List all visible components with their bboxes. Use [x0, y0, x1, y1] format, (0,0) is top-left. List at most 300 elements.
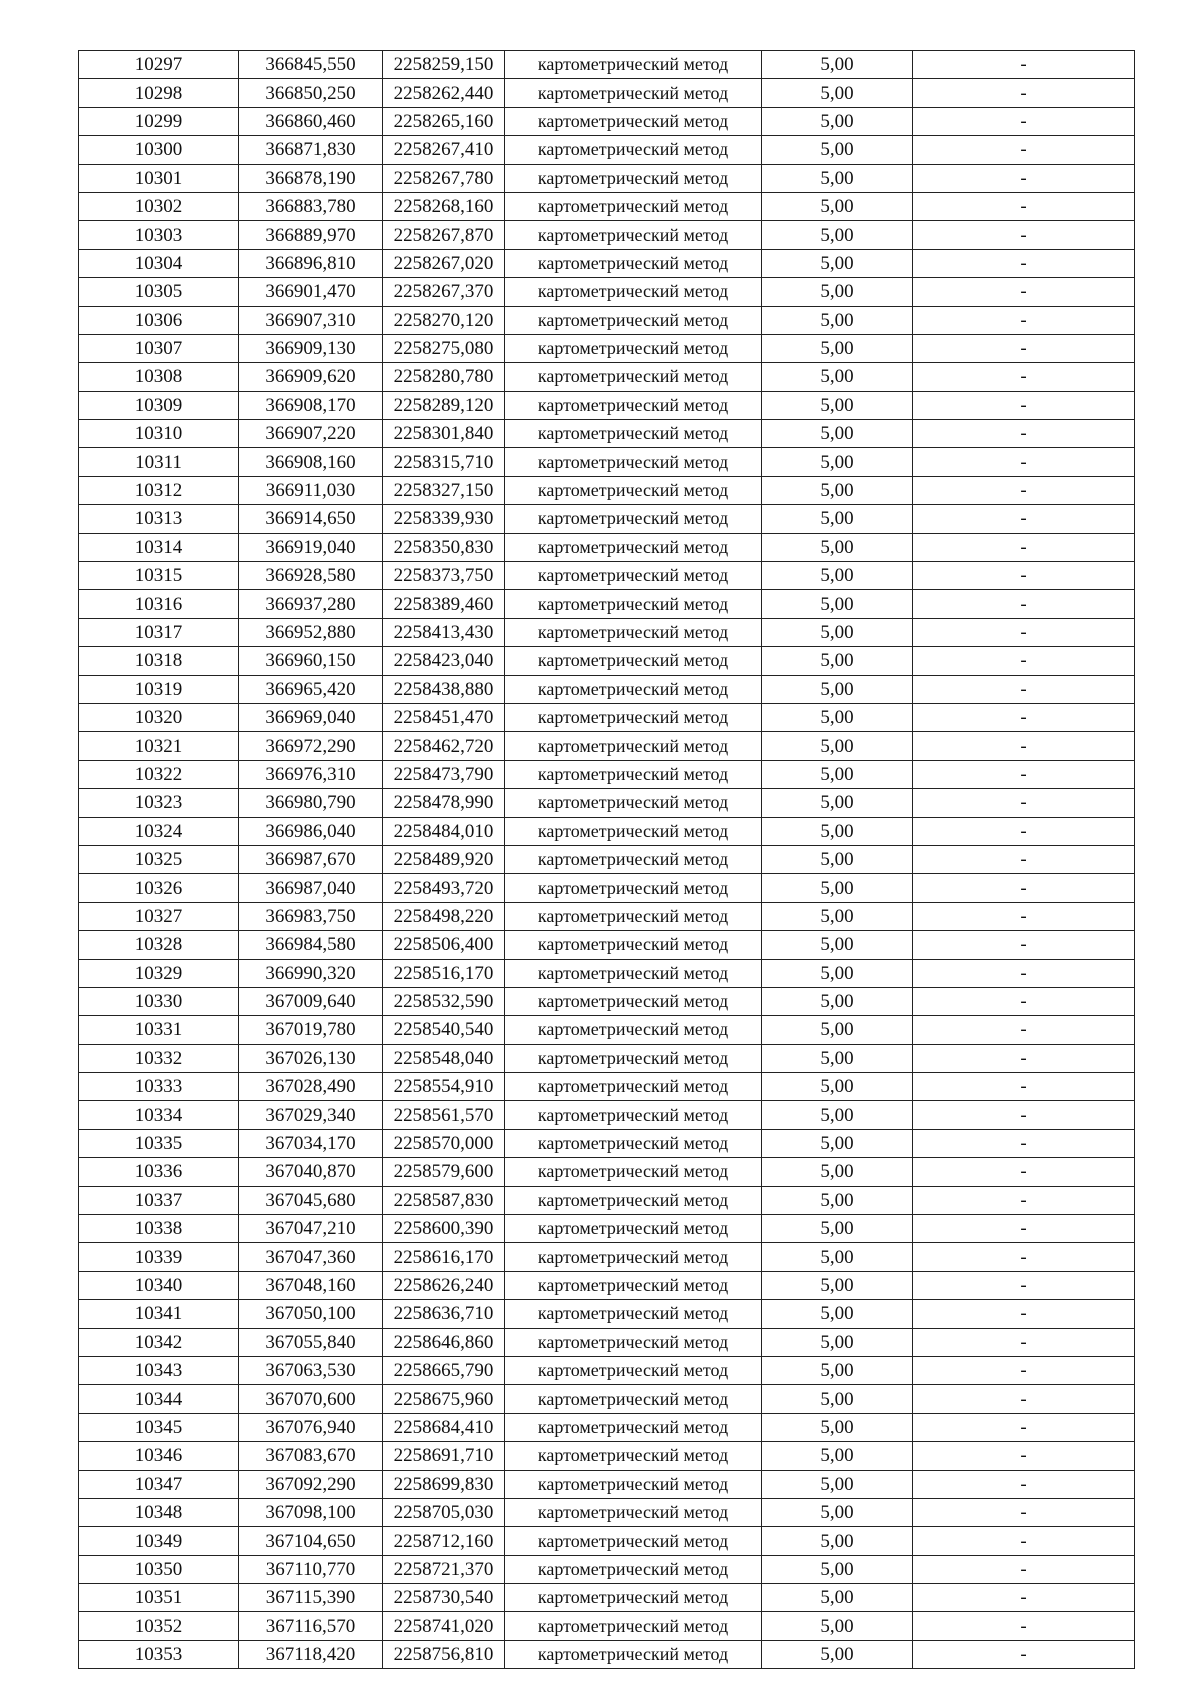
cell-x-coordinate: 367047,210: [239, 1215, 383, 1243]
cell-method: картометрический метод: [505, 1243, 762, 1271]
cell-point-number: 10302: [79, 192, 239, 220]
cell-x-coordinate: 366871,830: [239, 136, 383, 164]
cell-note: -: [913, 1413, 1135, 1441]
cell-y-coordinate: 2258413,430: [383, 618, 505, 646]
cell-point-number: 10301: [79, 164, 239, 192]
cell-x-coordinate: 366850,250: [239, 79, 383, 107]
cell-accuracy: 5,00: [762, 136, 913, 164]
cell-point-number: 10345: [79, 1413, 239, 1441]
cell-method: картометрический метод: [505, 732, 762, 760]
cell-y-coordinate: 2258267,410: [383, 136, 505, 164]
cell-y-coordinate: 2258423,040: [383, 647, 505, 675]
cell-method: картометрический метод: [505, 987, 762, 1015]
cell-x-coordinate: 366928,580: [239, 562, 383, 590]
cell-x-coordinate: 366990,320: [239, 959, 383, 987]
cell-note: -: [913, 1584, 1135, 1612]
table-row: [79, 1442, 1135, 1470]
cell-y-coordinate: 2258741,020: [383, 1612, 505, 1640]
table-row: [79, 334, 1135, 362]
cell-method: картометрический метод: [505, 1044, 762, 1072]
cell-method: картометрический метод: [505, 1442, 762, 1470]
cell-x-coordinate: 367063,530: [239, 1356, 383, 1384]
cell-accuracy: 5,00: [762, 1385, 913, 1413]
table-row: [79, 987, 1135, 1015]
cell-note: -: [913, 845, 1135, 873]
cell-accuracy: 5,00: [762, 1498, 913, 1526]
cell-y-coordinate: 2258268,160: [383, 192, 505, 220]
cell-note: -: [913, 221, 1135, 249]
cell-method: картометрический метод: [505, 931, 762, 959]
cell-note: -: [913, 136, 1135, 164]
cell-x-coordinate: 366969,040: [239, 703, 383, 731]
cell-y-coordinate: 2258600,390: [383, 1215, 505, 1243]
table-row: [79, 789, 1135, 817]
table-row: [79, 1640, 1135, 1668]
cell-method: картометрический метод: [505, 675, 762, 703]
table-row: [79, 278, 1135, 306]
cell-note: -: [913, 1186, 1135, 1214]
table-row: [79, 79, 1135, 107]
cell-method: картометрический метод: [505, 1158, 762, 1186]
table-row: [79, 618, 1135, 646]
cell-x-coordinate: 366983,750: [239, 902, 383, 930]
cell-point-number: 10297: [79, 51, 239, 79]
cell-note: -: [913, 476, 1135, 504]
cell-note: -: [913, 1016, 1135, 1044]
cell-x-coordinate: 367104,650: [239, 1527, 383, 1555]
cell-accuracy: 5,00: [762, 789, 913, 817]
table-row: [79, 306, 1135, 334]
cell-note: -: [913, 1271, 1135, 1299]
cell-note: -: [913, 590, 1135, 618]
cell-y-coordinate: 2258267,780: [383, 164, 505, 192]
table-row: [79, 221, 1135, 249]
cell-note: -: [913, 817, 1135, 845]
cell-note: -: [913, 334, 1135, 362]
cell-note: -: [913, 789, 1135, 817]
cell-note: -: [913, 192, 1135, 220]
cell-accuracy: 5,00: [762, 533, 913, 561]
cell-accuracy: 5,00: [762, 164, 913, 192]
cell-point-number: 10333: [79, 1073, 239, 1101]
cell-note: -: [913, 164, 1135, 192]
cell-x-coordinate: 366907,310: [239, 306, 383, 334]
cell-point-number: 10353: [79, 1640, 239, 1668]
cell-point-number: 10320: [79, 703, 239, 731]
cell-x-coordinate: 366908,160: [239, 448, 383, 476]
cell-y-coordinate: 2258548,040: [383, 1044, 505, 1072]
cell-point-number: 10342: [79, 1328, 239, 1356]
cell-method: картометрический метод: [505, 363, 762, 391]
cell-method: картометрический метод: [505, 1328, 762, 1356]
cell-y-coordinate: 2258478,990: [383, 789, 505, 817]
table-row: [79, 931, 1135, 959]
cell-point-number: 10310: [79, 420, 239, 448]
cell-accuracy: 5,00: [762, 1243, 913, 1271]
cell-accuracy: 5,00: [762, 1584, 913, 1612]
cell-point-number: 10304: [79, 249, 239, 277]
cell-accuracy: 5,00: [762, 902, 913, 930]
cell-x-coordinate: 366911,030: [239, 476, 383, 504]
cell-note: -: [913, 1044, 1135, 1072]
cell-point-number: 10298: [79, 79, 239, 107]
table-row: [79, 732, 1135, 760]
cell-x-coordinate: 366860,460: [239, 107, 383, 135]
cell-x-coordinate: 366901,470: [239, 278, 383, 306]
cell-method: картометрический метод: [505, 249, 762, 277]
table-row: [79, 1044, 1135, 1072]
cell-method: картометрический метод: [505, 874, 762, 902]
table-row: [79, 533, 1135, 561]
cell-accuracy: 5,00: [762, 334, 913, 362]
cell-point-number: 10346: [79, 1442, 239, 1470]
table-row: [79, 1470, 1135, 1498]
cell-accuracy: 5,00: [762, 1158, 913, 1186]
cell-method: картометрический метод: [505, 476, 762, 504]
cell-note: -: [913, 1101, 1135, 1129]
cell-point-number: 10352: [79, 1612, 239, 1640]
cell-x-coordinate: 366984,580: [239, 931, 383, 959]
cell-x-coordinate: 367048,160: [239, 1271, 383, 1299]
cell-method: картометрический метод: [505, 391, 762, 419]
cell-note: -: [913, 987, 1135, 1015]
table-row: [79, 1413, 1135, 1441]
cell-note: -: [913, 306, 1135, 334]
cell-note: -: [913, 51, 1135, 79]
cell-point-number: 10316: [79, 590, 239, 618]
cell-method: картометрический метод: [505, 1640, 762, 1668]
cell-method: картометрический метод: [505, 1612, 762, 1640]
cell-point-number: 10314: [79, 533, 239, 561]
cell-note: -: [913, 675, 1135, 703]
cell-y-coordinate: 2258540,540: [383, 1016, 505, 1044]
cell-y-coordinate: 2258493,720: [383, 874, 505, 902]
cell-x-coordinate: 367092,290: [239, 1470, 383, 1498]
cell-point-number: 10303: [79, 221, 239, 249]
cell-method: картометрический метод: [505, 1413, 762, 1441]
cell-point-number: 10322: [79, 760, 239, 788]
table-row: [79, 1612, 1135, 1640]
cell-note: -: [913, 1527, 1135, 1555]
cell-method: картометрический метод: [505, 1215, 762, 1243]
cell-method: картометрический метод: [505, 1300, 762, 1328]
cell-accuracy: 5,00: [762, 420, 913, 448]
cell-y-coordinate: 2258561,570: [383, 1101, 505, 1129]
cell-x-coordinate: 366986,040: [239, 817, 383, 845]
cell-y-coordinate: 2258489,920: [383, 845, 505, 873]
cell-method: картометрический метод: [505, 533, 762, 561]
cell-point-number: 10308: [79, 363, 239, 391]
cell-x-coordinate: 366919,040: [239, 533, 383, 561]
table-row: [79, 136, 1135, 164]
cell-x-coordinate: 367050,100: [239, 1300, 383, 1328]
cell-point-number: 10335: [79, 1129, 239, 1157]
cell-point-number: 10338: [79, 1215, 239, 1243]
cell-method: картометрический метод: [505, 51, 762, 79]
cell-x-coordinate: 367055,840: [239, 1328, 383, 1356]
cell-y-coordinate: 2258473,790: [383, 760, 505, 788]
cell-point-number: 10351: [79, 1584, 239, 1612]
cell-x-coordinate: 366972,290: [239, 732, 383, 760]
cell-method: картометрический метод: [505, 1356, 762, 1384]
cell-method: картометрический метод: [505, 902, 762, 930]
table-row: [79, 1073, 1135, 1101]
cell-note: -: [913, 562, 1135, 590]
cell-x-coordinate: 366909,130: [239, 334, 383, 362]
cell-accuracy: 5,00: [762, 874, 913, 902]
cell-method: картометрический метод: [505, 1584, 762, 1612]
cell-y-coordinate: 2258265,160: [383, 107, 505, 135]
cell-x-coordinate: 366937,280: [239, 590, 383, 618]
cell-note: -: [913, 1356, 1135, 1384]
cell-note: -: [913, 931, 1135, 959]
cell-accuracy: 5,00: [762, 590, 913, 618]
cell-x-coordinate: 367098,100: [239, 1498, 383, 1526]
coordinates-table-body: [79, 51, 1135, 1669]
cell-accuracy: 5,00: [762, 1612, 913, 1640]
cell-method: картометрический метод: [505, 1073, 762, 1101]
cell-accuracy: 5,00: [762, 1101, 913, 1129]
cell-method: картометрический метод: [505, 107, 762, 135]
table-row: [79, 1527, 1135, 1555]
cell-note: -: [913, 732, 1135, 760]
cell-y-coordinate: 2258270,120: [383, 306, 505, 334]
cell-method: картометрический метод: [505, 192, 762, 220]
cell-note: -: [913, 1073, 1135, 1101]
cell-x-coordinate: 366965,420: [239, 675, 383, 703]
cell-x-coordinate: 366976,310: [239, 760, 383, 788]
cell-note: -: [913, 505, 1135, 533]
cell-x-coordinate: 367034,170: [239, 1129, 383, 1157]
cell-accuracy: 5,00: [762, 1186, 913, 1214]
table-row: [79, 1328, 1135, 1356]
cell-accuracy: 5,00: [762, 959, 913, 987]
cell-x-coordinate: 367118,420: [239, 1640, 383, 1668]
cell-y-coordinate: 2258579,600: [383, 1158, 505, 1186]
cell-y-coordinate: 2258484,010: [383, 817, 505, 845]
cell-y-coordinate: 2258516,170: [383, 959, 505, 987]
cell-x-coordinate: 367009,640: [239, 987, 383, 1015]
cell-method: картометрический метод: [505, 1555, 762, 1583]
cell-note: -: [913, 79, 1135, 107]
cell-accuracy: 5,00: [762, 1328, 913, 1356]
cell-y-coordinate: 2258616,170: [383, 1243, 505, 1271]
cell-point-number: 10334: [79, 1101, 239, 1129]
cell-note: -: [913, 1385, 1135, 1413]
cell-accuracy: 5,00: [762, 505, 913, 533]
cell-y-coordinate: 2258699,830: [383, 1470, 505, 1498]
cell-point-number: 10306: [79, 306, 239, 334]
table-row: [79, 817, 1135, 845]
cell-method: картометрический метод: [505, 164, 762, 192]
cell-method: картометрический метод: [505, 420, 762, 448]
cell-accuracy: 5,00: [762, 817, 913, 845]
table-row: [79, 562, 1135, 590]
cell-y-coordinate: 2258684,410: [383, 1413, 505, 1441]
cell-x-coordinate: 366896,810: [239, 249, 383, 277]
cell-x-coordinate: 366889,970: [239, 221, 383, 249]
table-row: [79, 1300, 1135, 1328]
cell-note: -: [913, 618, 1135, 646]
table-row: [79, 1498, 1135, 1526]
cell-accuracy: 5,00: [762, 306, 913, 334]
cell-point-number: 10347: [79, 1470, 239, 1498]
cell-accuracy: 5,00: [762, 1356, 913, 1384]
cell-y-coordinate: 2258636,710: [383, 1300, 505, 1328]
cell-note: -: [913, 533, 1135, 561]
cell-y-coordinate: 2258289,120: [383, 391, 505, 419]
cell-method: картометрический метод: [505, 334, 762, 362]
cell-x-coordinate: 367110,770: [239, 1555, 383, 1583]
cell-note: -: [913, 959, 1135, 987]
cell-y-coordinate: 2258554,910: [383, 1073, 505, 1101]
cell-method: картометрический метод: [505, 647, 762, 675]
cell-y-coordinate: 2258315,710: [383, 448, 505, 476]
cell-point-number: 10332: [79, 1044, 239, 1072]
cell-note: -: [913, 647, 1135, 675]
cell-method: картометрический метод: [505, 1016, 762, 1044]
cell-point-number: 10327: [79, 902, 239, 930]
cell-note: -: [913, 107, 1135, 135]
cell-accuracy: 5,00: [762, 448, 913, 476]
cell-point-number: 10349: [79, 1527, 239, 1555]
cell-y-coordinate: 2258587,830: [383, 1186, 505, 1214]
cell-method: картометрический метод: [505, 760, 762, 788]
cell-note: -: [913, 874, 1135, 902]
cell-x-coordinate: 366914,650: [239, 505, 383, 533]
cell-y-coordinate: 2258267,020: [383, 249, 505, 277]
cell-note: -: [913, 420, 1135, 448]
cell-method: картометрический метод: [505, 306, 762, 334]
cell-x-coordinate: 367026,130: [239, 1044, 383, 1072]
table-row: [79, 476, 1135, 504]
cell-x-coordinate: 366907,220: [239, 420, 383, 448]
cell-method: картометрический метод: [505, 1129, 762, 1157]
cell-accuracy: 5,00: [762, 1016, 913, 1044]
cell-y-coordinate: 2258756,810: [383, 1640, 505, 1668]
cell-accuracy: 5,00: [762, 732, 913, 760]
cell-note: -: [913, 902, 1135, 930]
cell-point-number: 10311: [79, 448, 239, 476]
cell-y-coordinate: 2258350,830: [383, 533, 505, 561]
cell-point-number: 10317: [79, 618, 239, 646]
table-row: [79, 959, 1135, 987]
cell-point-number: 10348: [79, 1498, 239, 1526]
cell-x-coordinate: 367040,870: [239, 1158, 383, 1186]
cell-point-number: 10344: [79, 1385, 239, 1413]
cell-note: -: [913, 391, 1135, 419]
cell-method: картометрический метод: [505, 136, 762, 164]
table-row: [79, 1584, 1135, 1612]
table-row: [79, 107, 1135, 135]
table-row: [79, 505, 1135, 533]
cell-accuracy: 5,00: [762, 1413, 913, 1441]
cell-note: -: [913, 1300, 1135, 1328]
cell-point-number: 10312: [79, 476, 239, 504]
table-row: [79, 647, 1135, 675]
cell-accuracy: 5,00: [762, 618, 913, 646]
cell-accuracy: 5,00: [762, 1640, 913, 1668]
table-row: [79, 420, 1135, 448]
cell-note: -: [913, 1243, 1135, 1271]
table-row: [79, 363, 1135, 391]
cell-y-coordinate: 2258626,240: [383, 1271, 505, 1299]
cell-point-number: 10323: [79, 789, 239, 817]
cell-y-coordinate: 2258646,860: [383, 1328, 505, 1356]
cell-x-coordinate: 366908,170: [239, 391, 383, 419]
cell-accuracy: 5,00: [762, 51, 913, 79]
cell-y-coordinate: 2258327,150: [383, 476, 505, 504]
table-row: [79, 874, 1135, 902]
cell-x-coordinate: 367045,680: [239, 1186, 383, 1214]
cell-accuracy: 5,00: [762, 562, 913, 590]
cell-x-coordinate: 367019,780: [239, 1016, 383, 1044]
cell-note: -: [913, 1328, 1135, 1356]
cell-x-coordinate: 367076,940: [239, 1413, 383, 1441]
cell-y-coordinate: 2258712,160: [383, 1527, 505, 1555]
cell-method: картометрический метод: [505, 505, 762, 533]
cell-y-coordinate: 2258339,930: [383, 505, 505, 533]
cell-accuracy: 5,00: [762, 1527, 913, 1555]
cell-accuracy: 5,00: [762, 845, 913, 873]
cell-point-number: 10339: [79, 1243, 239, 1271]
cell-x-coordinate: 366878,190: [239, 164, 383, 192]
table-row: [79, 845, 1135, 873]
table-row: [79, 1385, 1135, 1413]
cell-method: картометрический метод: [505, 278, 762, 306]
table-row: [79, 192, 1135, 220]
cell-method: картометрический метод: [505, 221, 762, 249]
table-row: [79, 1101, 1135, 1129]
cell-method: картометрический метод: [505, 1101, 762, 1129]
cell-accuracy: 5,00: [762, 1044, 913, 1072]
cell-note: -: [913, 1498, 1135, 1526]
cell-y-coordinate: 2258373,750: [383, 562, 505, 590]
cell-y-coordinate: 2258665,790: [383, 1356, 505, 1384]
table-row: [79, 391, 1135, 419]
cell-point-number: 10341: [79, 1300, 239, 1328]
cell-y-coordinate: 2258259,150: [383, 51, 505, 79]
cell-point-number: 10329: [79, 959, 239, 987]
table-row: [79, 1271, 1135, 1299]
cell-y-coordinate: 2258262,440: [383, 79, 505, 107]
table-row: [79, 902, 1135, 930]
cell-method: картометрический метод: [505, 1498, 762, 1526]
cell-x-coordinate: 366960,150: [239, 647, 383, 675]
cell-accuracy: 5,00: [762, 391, 913, 419]
table-row: [79, 1186, 1135, 1214]
cell-method: картометрический метод: [505, 1527, 762, 1555]
cell-point-number: 10325: [79, 845, 239, 873]
cell-x-coordinate: 366952,880: [239, 618, 383, 646]
coordinates-table: [78, 50, 1135, 1669]
cell-x-coordinate: 366845,550: [239, 51, 383, 79]
table-row: [79, 760, 1135, 788]
table-row: [79, 448, 1135, 476]
cell-x-coordinate: 366909,620: [239, 363, 383, 391]
cell-y-coordinate: 2258389,460: [383, 590, 505, 618]
cell-point-number: 10307: [79, 334, 239, 362]
cell-accuracy: 5,00: [762, 249, 913, 277]
cell-point-number: 10309: [79, 391, 239, 419]
table-row: [79, 51, 1135, 79]
cell-y-coordinate: 2258705,030: [383, 1498, 505, 1526]
cell-note: -: [913, 1129, 1135, 1157]
cell-point-number: 10324: [79, 817, 239, 845]
cell-y-coordinate: 2258280,780: [383, 363, 505, 391]
cell-note: -: [913, 1470, 1135, 1498]
cell-note: -: [913, 1640, 1135, 1668]
